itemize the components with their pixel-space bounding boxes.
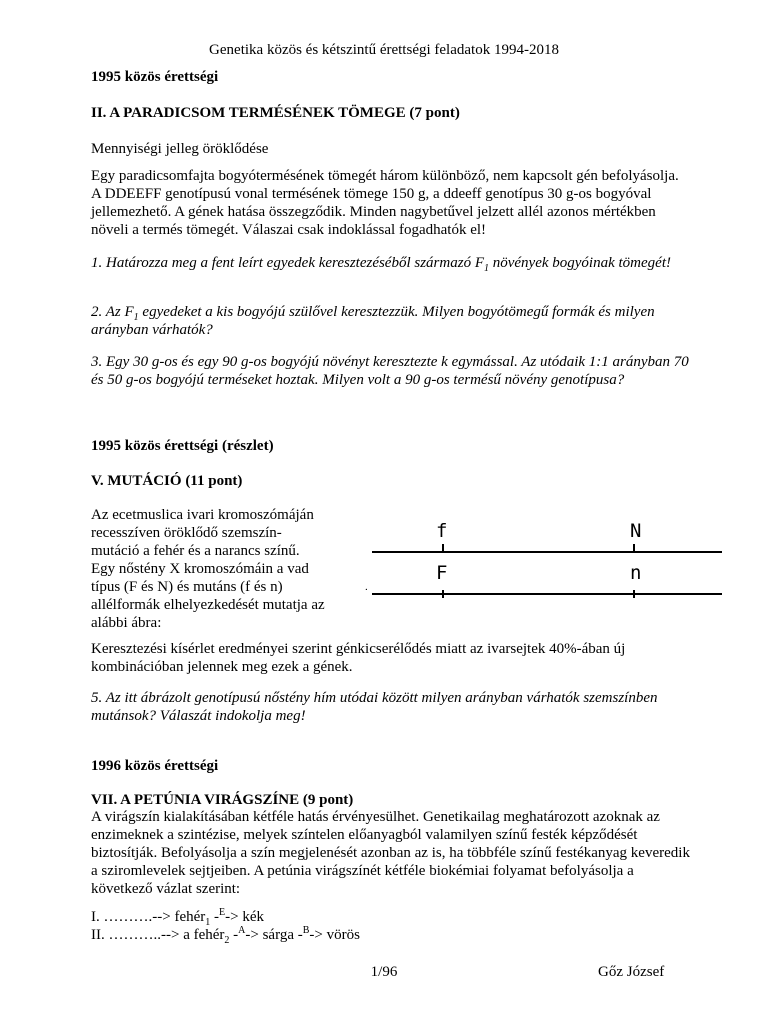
question-2-subscript: 1	[133, 312, 139, 323]
recombination-paragraph: Keresztezési kísérlet eredményei szerint génkicserélődés miatt az ivarsejtek 40%-ában új kombinációban jelennek meg ezek a gének.	[91, 641, 626, 675]
allele-label-f: f	[436, 520, 448, 542]
pathway-2-text-c: -> sárga -	[245, 927, 303, 943]
question-2	[91, 303, 691, 339]
intro-line: alábbi ábra:	[91, 615, 162, 631]
pathway-1-text-b: -	[210, 909, 220, 925]
intro-line: allélformák elhelyezkedését mutatja az	[91, 597, 325, 613]
document-header: Genetika közös és kétszintű érettségi feladatok 1994-2018	[209, 42, 559, 58]
allele-label-n: n	[630, 562, 642, 584]
question-1-text-b: növények bogyóinak tömegét!	[488, 255, 671, 271]
pathway-1-enzyme-e: E	[219, 907, 226, 918]
pathway-2-text-a: II. ………..--> a fehér	[91, 927, 225, 943]
question-2-text-b: egyedeket a kis bogyójú szülővel keresztezzük. Milyen bogyótömegű formák és milyen arányban várhatók?	[91, 304, 655, 338]
author-name: Gőz József	[598, 964, 665, 980]
exam-heading-1995-reszlet: 1995 közös érettségi (részlet)	[91, 438, 274, 454]
intro-line: típus (F és N) és mutáns (f és n)	[91, 579, 283, 595]
exam-heading-1995: 1995 közös érettségi	[91, 69, 219, 85]
pathway-1	[91, 908, 691, 926]
pathway-2-subscript: 2	[224, 935, 230, 946]
section-title-paradicsom: II. A PARADICSOM TERMÉSÉNEK TÖMEGE (7 pont)	[91, 105, 460, 121]
allele-label-F: F	[436, 562, 448, 584]
pathway-1-text-a: I. ……….--> fehér	[91, 909, 206, 925]
intro-line: Egy nőstény X kromoszómáin a vad	[91, 561, 309, 577]
chromosome-line-bottom	[372, 593, 722, 595]
pathway-1-text-c: -> kék	[225, 909, 264, 925]
pathway-2-text-b: -	[229, 927, 239, 943]
page-number: 1/96	[370, 964, 398, 980]
question-3: 3. Egy 30 g-os és egy 90 g-os bogyójú növényt keresztezte k egymással. Az utódaik 1:1 arányban 70 és 50 g-os bogyójú terméseket hoztak. Milyen volt a 90 g-os termésű növény genotípusa?	[91, 354, 689, 388]
stray-dot: .	[365, 581, 368, 593]
chromosome-diagram	[362, 520, 738, 605]
locus-tick-n	[633, 590, 635, 598]
question-5: 5. Az itt ábrázolt genotípusú nőstény hím utódai között milyen arányban várhatók szemszínben mutánsok? Válaszát indokolja meg!	[91, 690, 658, 724]
intro-line: Az ecetmuslica ivari kromoszómáján	[91, 507, 314, 523]
intro-paragraph-paradicsom: Egy paradicsomfajta bogyótermésének tömegét három különböző, nem kapcsolt gén befolyásolja. A DDEEFF genotípusú vonal termésének tömege 150 g, a ddeeff genotípus 30 g-os bogyóval jellemezhető. A gének hatása összegződik. Minden nagybetűvel jelzett allél azonos mértékben növeli a termés tömegét. Válaszai csak indoklással fogadhatók el!	[91, 168, 679, 238]
question-1	[91, 254, 691, 272]
exam-heading-1996: 1996 közös érettségi	[91, 758, 219, 774]
locus-tick-f	[442, 544, 444, 552]
pathway-2-text-d: -> vörös	[309, 927, 360, 943]
intro-paragraph-mutacio	[91, 506, 351, 632]
section-title-mutacio: V. MUTÁCIÓ (11 pont)	[91, 473, 243, 489]
allele-label-N: N	[630, 520, 642, 542]
question-1-subscript: 1	[483, 263, 489, 274]
intro-line: recesszíven öröklődő szemszín-	[91, 525, 282, 541]
locus-tick-N	[633, 544, 635, 552]
pathway-2-enzyme-b: B	[302, 925, 310, 936]
intro-line: mutáció a fehér és a narancs színű.	[91, 543, 300, 559]
section-title-petunia: VII. A PETÚNIA VIRÁGSZÍNE (9 pont)	[91, 792, 354, 808]
pathway-2	[91, 926, 691, 944]
chromosome-line-top	[372, 551, 722, 553]
question-2-text-a: 2. Az F	[91, 304, 134, 320]
locus-tick-F	[442, 590, 444, 598]
pathway-2-enzyme-a: A	[238, 925, 246, 936]
intro-paragraph-petunia: A virágszín kialakításában kétféle hatás érvényesülhet. Genetikailag meghatározott azoknak az enzimeknek a szintézise, melyek színtelen előanyagból valamilyen színű festék képződését biztosítják. Befolyásolja a szín megjelenését azonban az is, ha többféle színű festékanyag keveredik a sziromlevelek sejtjeiben. A petúnia virágszínét kétféle biokémiai folyamat befolyásolja a következő vázlat szerint:	[91, 809, 690, 897]
section-subtitle: Mennyiségi jelleg öröklődése	[91, 141, 269, 157]
question-1-text-a: 1. Határozza meg a fent leírt egyedek keresztezéséből származó F	[91, 255, 484, 271]
pathway-1-subscript: 1	[205, 917, 211, 928]
